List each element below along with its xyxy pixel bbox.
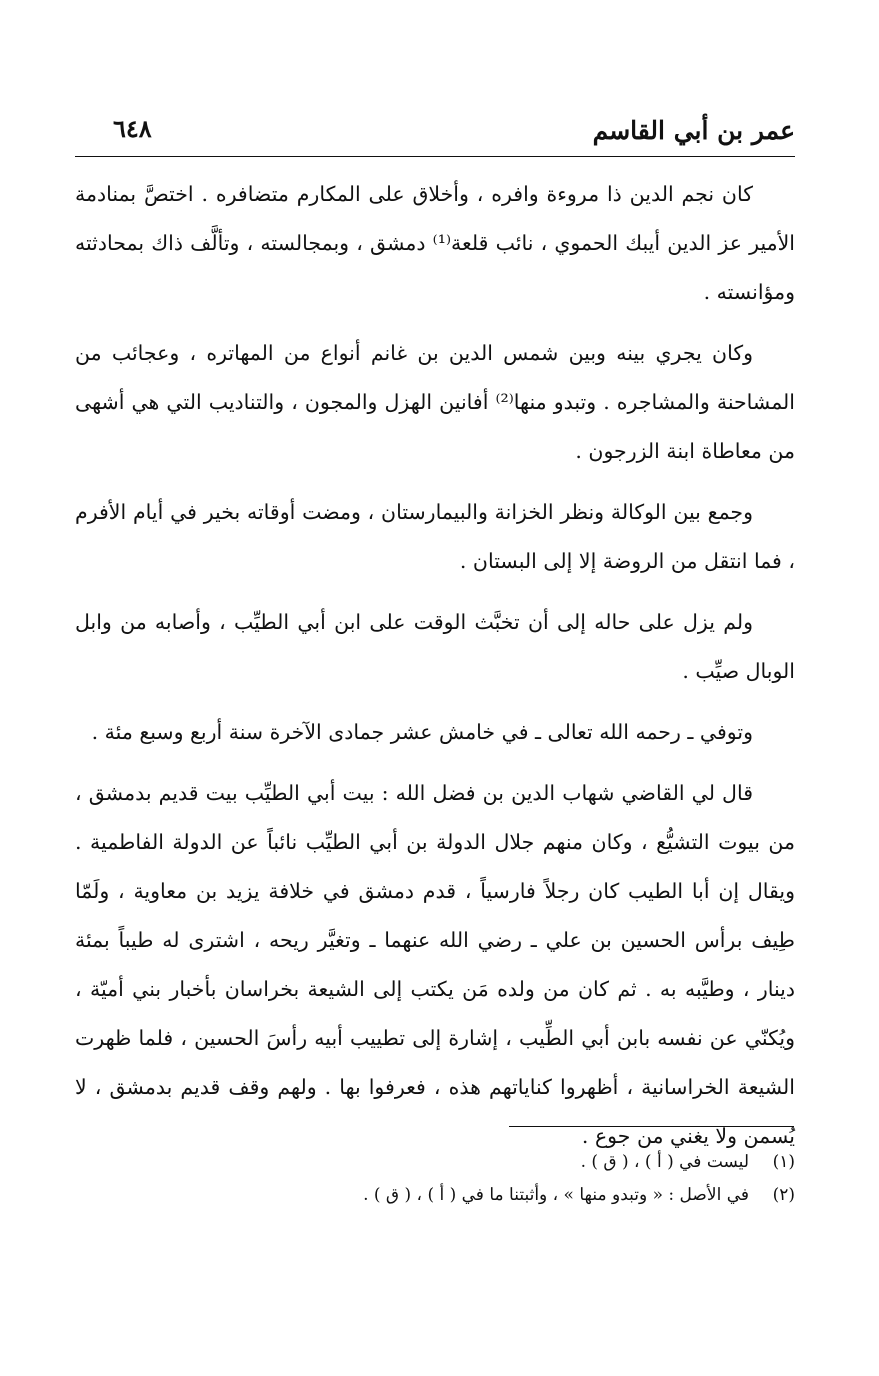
footnote [75, 1146, 795, 1179]
paragraph: وكان يجري بينه وبين شمس الدين بن غانم أنواع من المهاتره ، وعجائب من المشاحنة والمشاجره . وتبدو منها⁽²⁾ أفانين الهزل والمجون ، والتناديب التي هي أشهى من معاطاة ابنة الزرجون . [75, 341, 795, 463]
paragraph: ولم يزل على حاله إلى أن تخبَّث الوقت على ابن أبي الطيِّب ، وأصابه من وابل الوبال صيِّب . [75, 610, 795, 683]
paragraph: قال لي القاضي شهاب الدين بن فضل الله : بيت أبي الطيِّب بيت قديم بدمشق ، من بيوت التشيُّع ، وكان منهم جلال الدولة بن أبي الطيِّب نائباً عن الدولة الفاطمية . ويقال إن أبا الطيب كان رجلاً فارسياً ، قدم دمشق في خلافة يزيد بن معاوية ، ولَمّا طِيف برأس الحسين بن علي ـ رضي الله عنهما ـ وتغيَّر ريحه ، اشترى له طيباً بمئة دينار ، وطيَّبه به . ثم كان من ولده مَن يكتب إلى الشيعة بخراسان بأخبار بني أميّة ، ويُكنّي عن نفسه بابن أبي الطِّيب ، إشارة إلى تطييب أبيه رأسَ الحسين ، فلما ظهرت الشيعة الخراسانية ، أظهروا كناياتهم هذه ، فعرفوا بها . ولهم وقف قديم بدمشق ، لا يُسمن ولا يغني من جوع . [75, 781, 795, 1148]
running-title: عمر بن أبي القاسم [592, 116, 795, 145]
footnote-number: (١) [772, 1152, 795, 1172]
paragraph: وجمع بين الوكالة ونظر الخزانة والبيمارستان ، ومضت أوقاته بخير في أيام الأفرم ، فما انتقل من الروضة إلا إلى البستان . [75, 500, 795, 573]
paragraph: كان نجم الدين ذا مروءة وافره ، وأخلاق على المكارم متضافره . اختصَّ بمنادمة الأمير عز الدين أيبك الحموي ، نائب قلعة⁽¹⁾ دمشق ، وبمجالسته ، وتألَّف ذاك بمحادثته ومؤانسته . [75, 182, 796, 304]
footnote [75, 1179, 795, 1212]
footnote-text: في الأصل : « وتبدو منها » ، وأثبتنا ما في ( أ ) ، ( ق ) . [363, 1185, 749, 1205]
footnotes [75, 1146, 795, 1212]
page-number: ٦٤٨ [113, 114, 152, 143]
paragraph: وتوفي ـ رحمه الله تعالى ـ في خامش عشر جمادى الآخرة سنة أربع وسبع مئة . [91, 720, 753, 744]
footnote-text: ليست في ( أ ) ، ( ق ) . [580, 1152, 749, 1172]
page-header [75, 112, 795, 157]
main-text [75, 170, 795, 1173]
footnote-number: (٢) [772, 1185, 795, 1205]
footnote-divider [509, 1126, 794, 1127]
